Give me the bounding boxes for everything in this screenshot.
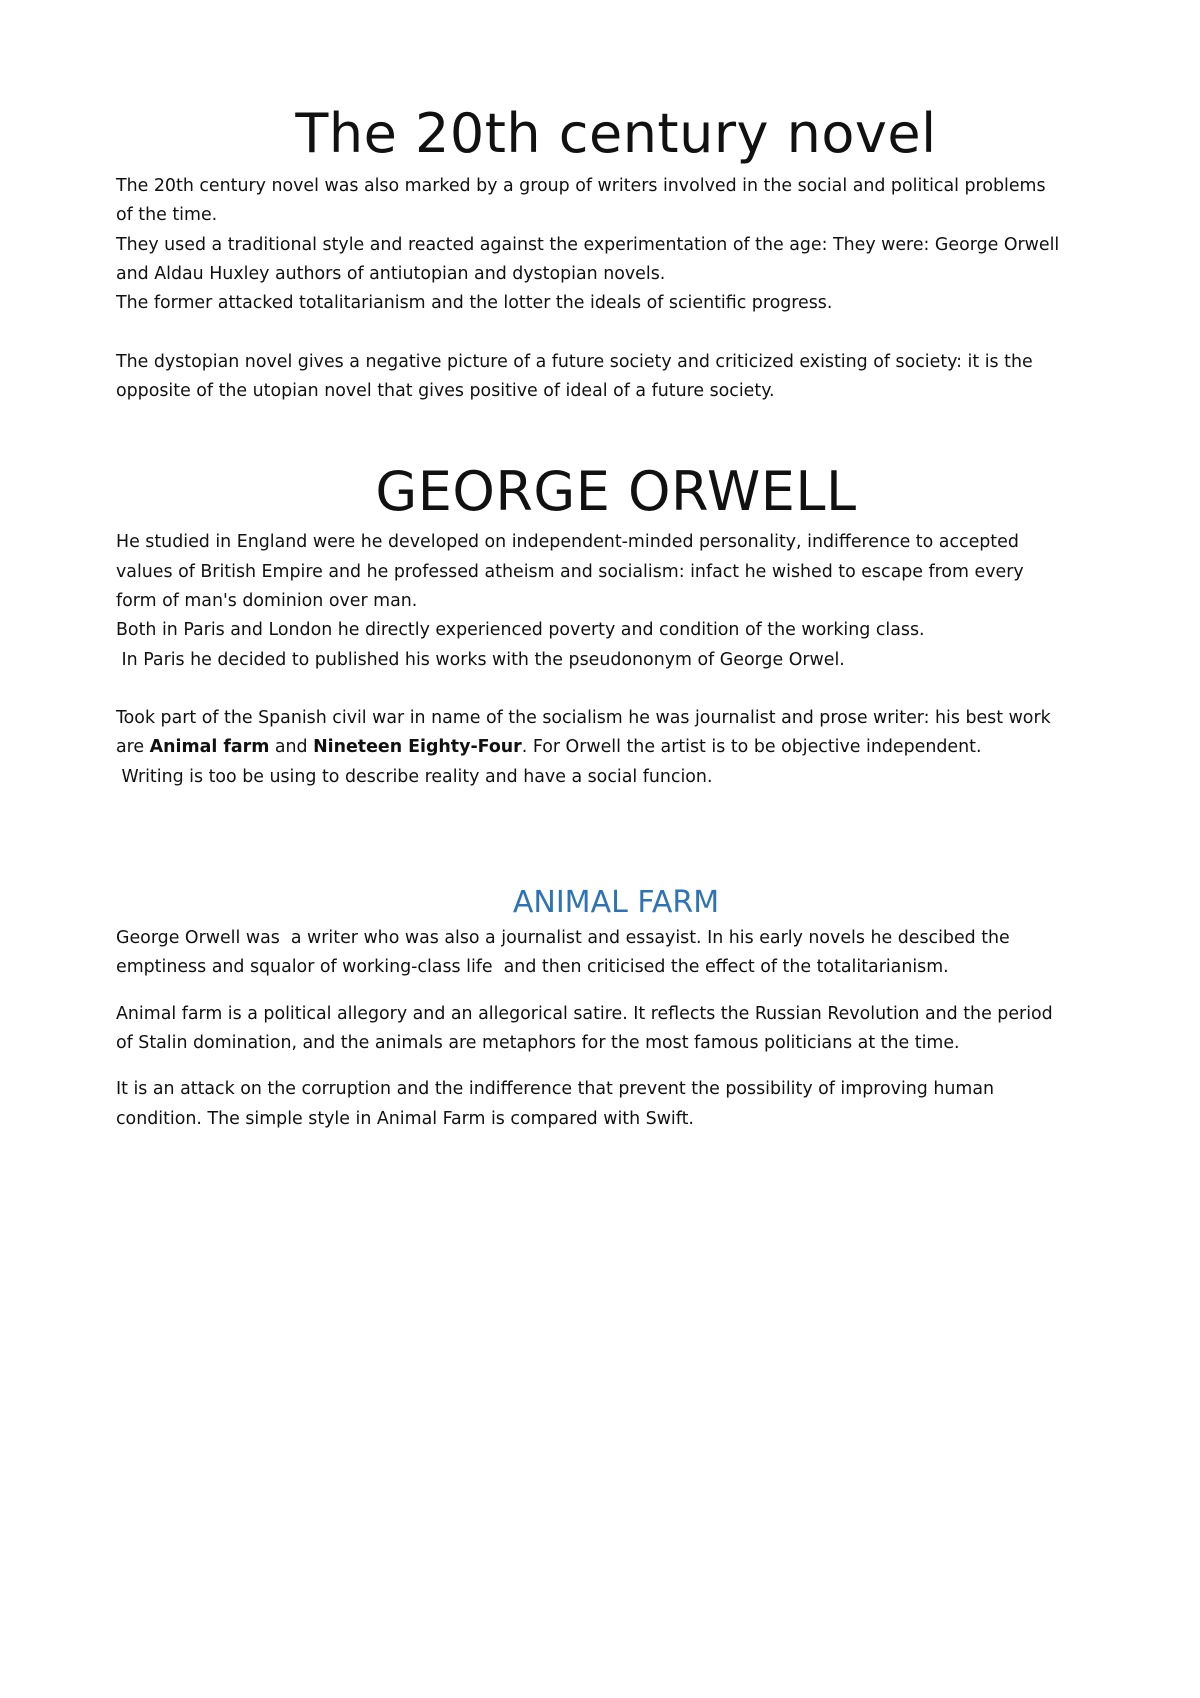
work-title-nineteen-eighty-four: Nineteen Eighty-Four [313,737,522,758]
text-line: emptiness and squalor of working-class life and then criticised the effect of the totalitarianism. [116,957,949,978]
text-line: of Stalin domination, and the animals are metaphors for the most famous politicians at the time. [116,1032,960,1053]
page-title: The 20th century novel [295,102,937,165]
section-gap [116,792,1116,882]
works-middle: and [269,737,314,758]
work-title-animal-farm: Animal farm [149,737,270,758]
text-line: form of man's dominion over man. [116,590,418,611]
blank-line [116,675,1116,704]
section-gap [116,406,1116,456]
text-line: They used a traditional style and reacted against the experimentation of the age: They were: George Orwell [116,234,1060,255]
text-line: Both in Paris and London he directly experienced poverty and condition of the working class. [116,620,925,641]
text-line: condition. The simple style in Animal Farm is compared with Swift. [116,1108,694,1129]
works-suffix: . For Orwell the artist is to be objective independent. [521,737,982,758]
text-line: Animal farm is a political allegory and an allegorical satire. It reflects the Russian Revolution and the period [116,1003,1053,1024]
text-line: He studied in England were he developed on independent-minded personality, indifference to accepted [116,532,1019,553]
text-line: It is an attack on the corruption and the indifference that prevent the possibility of improving human [116,1079,995,1100]
text-line: values of British Empire and he professed atheism and socialism: infact he wished to escape from every [116,561,1024,582]
blank-line [116,318,1116,347]
text-line: of the time. [116,205,218,226]
text-line: The dystopian novel gives a negative picture of a future society and criticized existing of society: it is the [116,351,1033,372]
works-line [116,733,1116,762]
section-title-orwell: GEORGE ORWELL [375,460,857,524]
text-line: Took part of the Spanish civil war in name of the socialism he was journalist and prose writer: his best work [116,708,1051,729]
paragraph-gap [116,1058,1116,1075]
paragraph-gap [116,983,1116,1000]
works-prefix: are [116,737,150,758]
text-line: Writing is too be using to describe reality and have a social funcion. [116,766,713,787]
text-line: opposite of the utopian novel that gives positive of ideal of a future society. [116,381,775,402]
text-line: The former attacked totalitarianism and the lotter the ideals of scientific progress. [116,293,833,314]
text-line: and Aldau Huxley authors of antiutopian and dystopian novels. [116,263,666,284]
section-title-animal-farm: ANIMAL FARM [512,885,720,921]
text-line: In Paris he decided to published his works with the pseudononym of George Orwel. [116,649,845,670]
document-content [116,96,1116,1134]
text-line: The 20th century novel was also marked by a group of writers involved in the social and political problems [116,176,1046,196]
text-line: George Orwell was a writer who was also a journalist and essayist. In his early novels he descibed the [116,928,1010,949]
